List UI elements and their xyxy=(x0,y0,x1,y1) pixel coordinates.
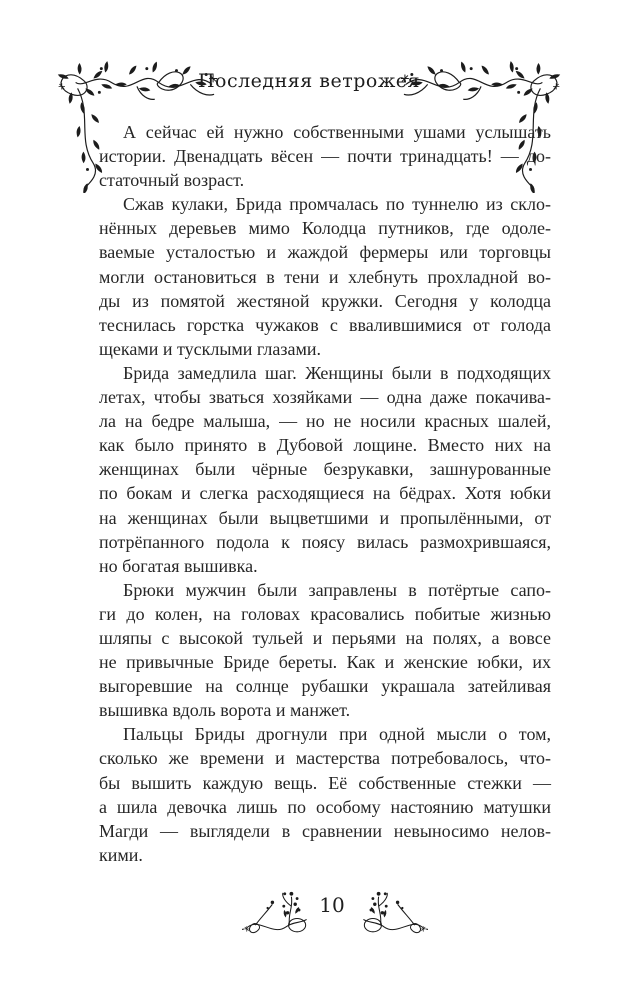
text-line: не привычные Бриде береты. Как и женские юбки, их xyxy=(99,652,551,673)
text-line: выгоревшие на солнце рубашки украшала затейливая xyxy=(99,676,551,697)
running-header-title: Последняя ветрожея xyxy=(197,70,421,92)
text-line: Пальцы Бриды дрогнули при одной мысли о том, xyxy=(123,724,551,745)
text-line: А сейчас ей нужно собственными ушами услышать xyxy=(123,122,551,142)
text-line: ды из помятой жестяной кружки. Сегодня у колодца xyxy=(99,290,551,311)
text-line: бы вышить каждую вещь. Её собственные стежки — xyxy=(99,772,551,793)
text-line: вышивка вдоль ворота и манжет. xyxy=(99,700,351,721)
text-line: женщинах были чёрные безрукавки, зашнурованные xyxy=(99,459,551,480)
text-line: Брюки мужчин были заправлены в потёртые сапо- xyxy=(123,579,551,600)
text-line: шляпы с высокой тульей и перьями на полях, а вовсе xyxy=(99,627,551,648)
text-line: ла на бедре малыша, — но не носили красных шалей, xyxy=(99,411,551,432)
text-line: Брида замедлила шаг. Женщины были в подходящих xyxy=(123,362,551,383)
text-line: теснилась горстка чужаков с ввалившимися от голода xyxy=(99,314,551,335)
text-line: на женщинах были выцветшими и пропылёнными, от xyxy=(99,507,551,528)
text-line: могли остановиться в тени и хлебнуть прохладной во- xyxy=(99,266,551,287)
text-line: Сжав кулаки, Брида промчалась по туннелю из скло- xyxy=(123,194,551,215)
text-line: ваемые усталостью и жаждой фермеры или торговцы xyxy=(99,242,551,263)
text-line: сколько же времени и мастерства потребовалось, что- xyxy=(99,748,551,769)
text-line: по бокам и слегка расходящиеся на бёдрах. Хотя юбки xyxy=(99,483,551,504)
text-line: истории. Двенадцать вёсен — почти тринадцать! — до- xyxy=(99,146,551,167)
text-line: а шила девочка лишь по особому настоянию матушки xyxy=(99,796,551,817)
text-line: летах, чтобы зваться хозяйками — одна даже покачива- xyxy=(99,387,551,408)
footer-flourish-left-icon xyxy=(242,880,318,938)
page-text xyxy=(99,120,551,867)
footer-flourish-right-icon xyxy=(352,880,428,938)
text-line: нённых деревьев мимо Колодца путников, где одоле- xyxy=(99,218,551,239)
page-number: 10 xyxy=(319,893,345,917)
text-line: статочный возраст. xyxy=(99,170,245,191)
text-line: ги до колен, на головах красовались побитые жизнью xyxy=(99,603,551,624)
text-line: щеками и тусклыми глазами. xyxy=(99,338,321,359)
text-line: кими. xyxy=(99,844,143,865)
text-line: потрёпанного подола к поясу вилась размохрившаяся, xyxy=(99,531,551,552)
text-line: Магди — выглядели в сравнении невыносимо нелов- xyxy=(99,820,551,841)
text-line: как было принято в Дубовой лощине. Вместо них на xyxy=(99,435,551,456)
text-line: но богатая вышивка. xyxy=(99,555,258,576)
